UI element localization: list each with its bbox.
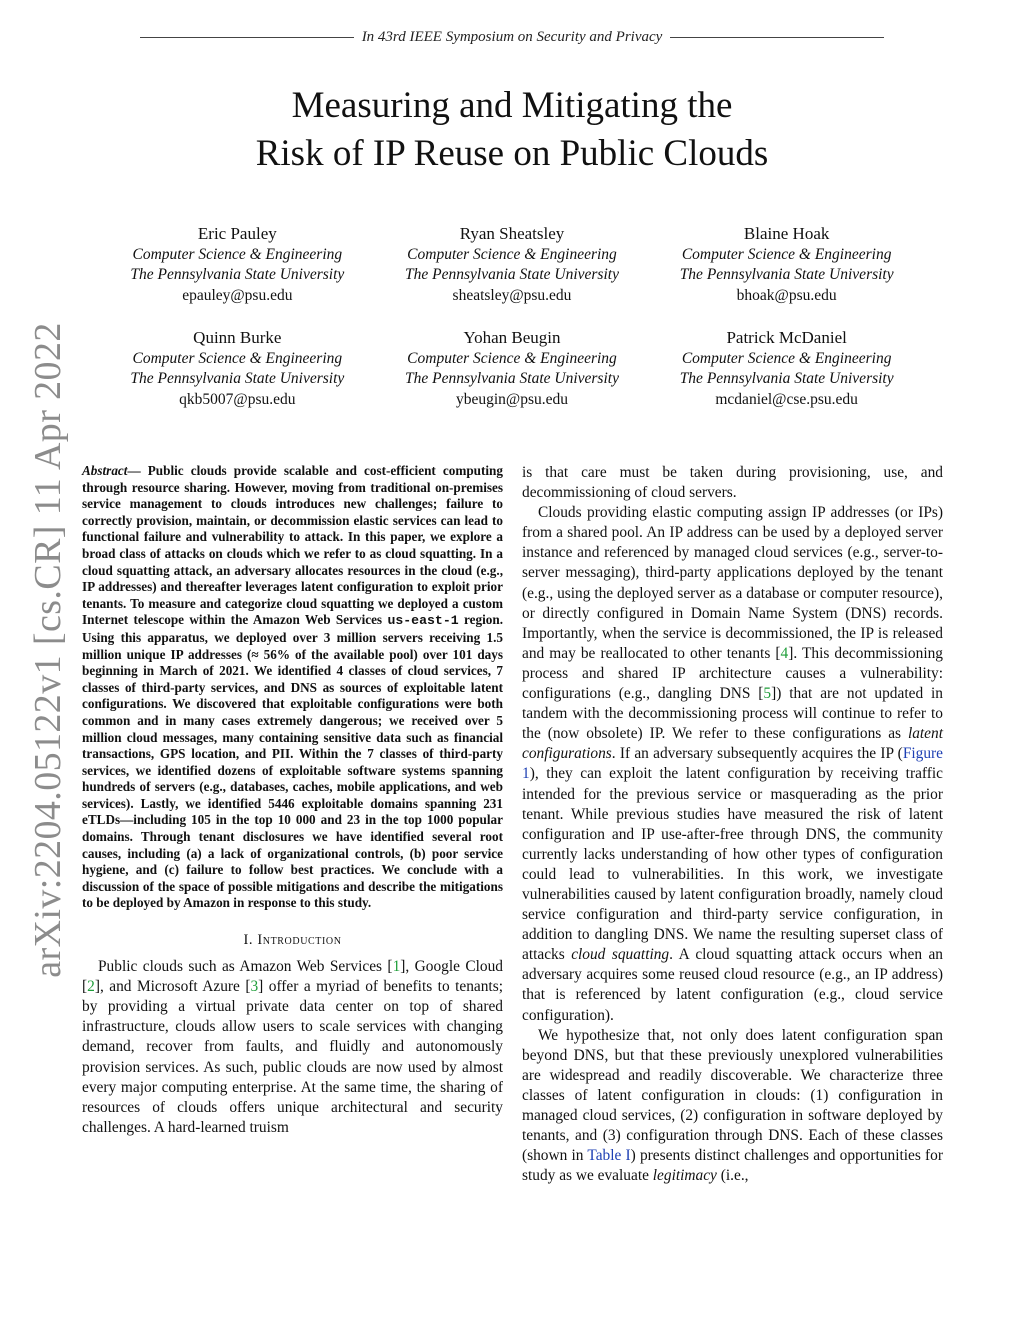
emphasis-term: cloud squatting (571, 946, 670, 964)
paper-title (0, 82, 1024, 178)
citation-link[interactable]: 4 (780, 644, 789, 662)
emphasis-term: latent configurations (522, 725, 943, 763)
author-card (375, 328, 650, 410)
citation-link[interactable]: 2 (87, 978, 95, 996)
abstract-label: Abstract (82, 463, 128, 478)
intro-paragraph-continued: is that care must be taken during provisioning, use, and decommissioning of cloud servers. (522, 464, 943, 502)
author-department: Computer Science & Engineering (407, 245, 617, 263)
text-run: ]. This decommissioning process and shared IP architecture causes a vulnerability: configurations (e.g., dangling DNS [ (522, 644, 943, 703)
text-run: Clouds providing elastic computing assign IP addresses (or IPs) from a shared pool. An IP address can be used by a deployed server instance and referenced by managed cloud services (e.g., server-to-server messaging), third-party applications deployed by the tenant (e.g., using the deployed server as a database or computer resource), or directly configured in Domain Name System (DNS) records. Importantly, when the service is decommissioned, the IP is released and may be reallocated to other tenants [ (522, 504, 943, 662)
author-card (649, 328, 924, 410)
intro-paragraph-2 (522, 503, 943, 1025)
author-email[interactable]: bhoak@psu.edu (736, 286, 837, 304)
abstract-text-b: region. Using this apparatus, we deployed over 3 million servers receiving 1.5 million unique IP addresses (≈ 56% of the available pool) over 101 days beginning in March of 2021. We identified 4 classes of cloud services, 7 classes of third-party services, and DNS as sources of exploitable latent configurations. We discovered that exploitable configurations were both common and in many cases extremely dangerous; we received over 5 million cloud messages, many containing sensitive data such as financial transactions, GPS location, and PII. Within the 7 classes of third-party services, we identified dozens of exploitable software systems spanning hundreds of servers (e.g., databases, caches, mobile applications, and web services). Lastly, we identified 5446 exploitable domains spanning 231 eTLDs—including 105 in the top 10 000 and 23 in the top 1000 popular domains. Through tenant disclosures we have identified several root causes, including (a) a lack of organizational controls, (b) poor service hygiene, and (c) failure to follow best practices. We conclude with a discussion of the space of possible mitigations and describe the mitigations to be deployed by Amazon in response to this study. (82, 612, 503, 911)
emphasis-term: legitimacy (652, 1167, 717, 1185)
intro-paragraph-1 (82, 957, 503, 1138)
author-name: Patrick McDaniel (726, 328, 847, 347)
title-line-2: Risk of IP Reuse on Public Clouds (255, 133, 769, 174)
author-card (375, 224, 650, 306)
text-run: . If an adversary subsequently acquires the IP ( (611, 745, 903, 763)
text-run: ], and Microsoft Azure [ (94, 978, 251, 996)
author-card (649, 224, 924, 306)
text-run: ] offer a myriad of benefits to tenants; by providing a virtual private data center on top of shared infrastructure, clouds allow users to scale services with changing demand, recover from faults, and fluidly and autonomously provision services. As such, public clouds are now used by almost every major computing enterprise. At the same time, the sharing of resources of clouds offers unique architectural and security challenges. A hard-learned truism (82, 978, 503, 1136)
text-run: ) presents distinct challenges and opportunities for study as we evaluate (522, 1147, 943, 1185)
text-run: . A cloud squatting attack occurs when an adversary acquires some reused cloud resource (e.g., an IP address) that is referenced by latent configuration (e.g., cloud service configuration). (522, 946, 943, 1024)
author-name: Yohan Beugin (463, 328, 561, 347)
citation-link[interactable]: 1 (392, 958, 401, 976)
author-email[interactable]: epauley@psu.edu (182, 286, 293, 304)
author-block (100, 224, 924, 410)
author-department: Computer Science & Engineering (681, 245, 892, 263)
author-department: Computer Science & Engineering (681, 349, 892, 367)
abstract-text-a: Public clouds provide scalable and cost-efficient computing through resource sharing. However, moving from traditional on-premises service management to clouds introduces new challenges; failure to correctly provision, maintain, or decommission elastic services can lead to functional failure and vulnerability to attack. In this paper, we explore a broad class of attacks on clouds which we refer to as cloud squatting. In a cloud squatting attack, an adversary allocates resources in the cloud (e.g., IP addresses) and thereafter leverages latent configuration to exploit prior tenants. To measure and categorize cloud squatting we deployed a custom Internet telescope within the Amazon Web Services (82, 463, 503, 628)
figure-link[interactable]: Figure 1 (522, 745, 943, 783)
text-run: ], Google Cloud [ (82, 958, 504, 996)
title-line-1: Measuring and Mitigating the (291, 85, 733, 126)
left-column (82, 463, 503, 1138)
abstract-region: us-east-1 (387, 613, 459, 629)
text-run: (i.e., (716, 1167, 749, 1185)
arxiv-stamp: arXiv:2204.05122v1 [cs.CR] 11 Apr 2022 (27, 322, 69, 978)
section-heading-introduction: I. Introduction (243, 932, 342, 949)
author-name: Eric Pauley (197, 224, 277, 243)
author-email[interactable]: mcdaniel@cse.psu.edu (715, 390, 858, 408)
intro-paragraph-3 (522, 1026, 943, 1187)
citation-link[interactable]: 5 (763, 685, 772, 703)
author-name: Blaine Hoak (743, 224, 830, 243)
table-link[interactable]: Table I (587, 1147, 631, 1165)
author-university: The Pennsylvania State University (130, 370, 345, 387)
author-name: Ryan Sheatsley (459, 224, 565, 243)
author-email[interactable]: qkb5007@psu.edu (179, 390, 296, 408)
author-email[interactable]: sheatsley@psu.edu (452, 286, 572, 304)
text-run: ]) that are not updated in tandem with the decommissioning process will continue to refer to the (now obsolete) IP. We refer to these configurations as (522, 685, 943, 743)
venue-rule-right (670, 37, 884, 38)
author-university: The Pennsylvania State University (405, 370, 619, 387)
right-column (522, 463, 943, 1186)
author-university: The Pennsylvania State University (405, 266, 619, 283)
text-run: ), they can exploit the latent configuration by receiving traffic intended for the previous service or masquerading as the prior tenant. While previous studies have measured the risk of latent configuration and IP use-after-free through DNS, the community currently lacks understanding of how other types of configuration could lead to vulnerabilities. In this work, we investigate vulnerabilities caused by latent configuration broadly, namely cloud service configuration and third-party service configuration, in addition to dangling DNS. We name the resulting superset class of attacks (522, 765, 943, 964)
author-department: Computer Science & Engineering (132, 349, 343, 367)
author-university: The Pennsylvania State University (679, 370, 894, 387)
text-run: We hypothesize that, not only does latent configuration span beyond DNS, but that these previously unexplored vulnerabilities are widespread and readily discoverable. We characterize three classes of latent configuration in clouds: (1) configuration in managed cloud services, (2) configuration in software deployed by tenants, and (3) configuration through DNS. Each of these classes (shown in (522, 1026, 943, 1165)
author-email[interactable]: ybeugin@psu.edu (455, 390, 568, 408)
venue-header (140, 27, 884, 47)
author-department: Computer Science & Engineering (132, 245, 343, 263)
author-card (100, 328, 375, 410)
author-department: Computer Science & Engineering (407, 349, 617, 367)
author-card (100, 224, 375, 306)
citation-link[interactable]: 3 (250, 978, 259, 996)
abstract (82, 463, 503, 912)
author-name: Quinn Burke (193, 328, 282, 347)
author-university: The Pennsylvania State University (130, 266, 345, 283)
author-university: The Pennsylvania State University (679, 266, 894, 283)
venue-text: In 43rd IEEE Symposium on Security and Privacy (361, 28, 663, 45)
abstract-dash: — (127, 463, 148, 478)
text-run: Public clouds such as Amazon Web Services [ (98, 958, 393, 976)
venue-rule-left (140, 37, 354, 38)
